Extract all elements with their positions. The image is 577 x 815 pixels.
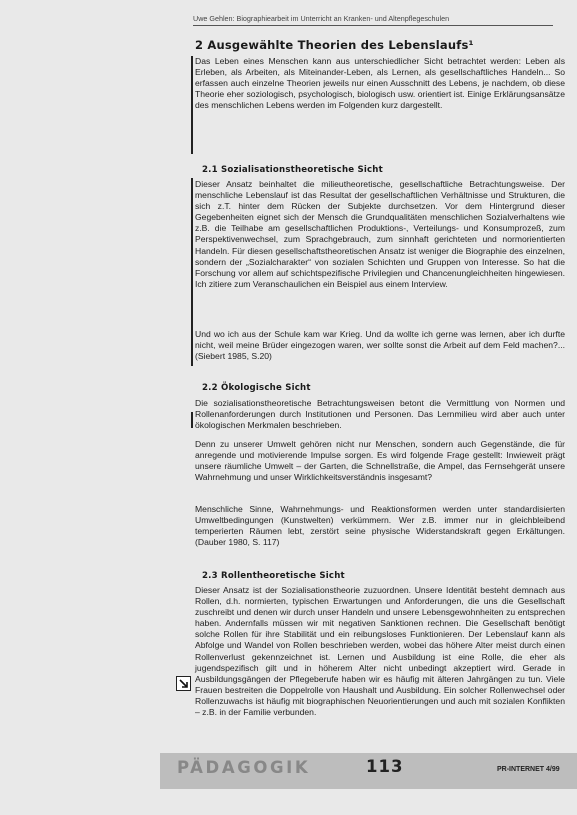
margin-bar <box>191 178 193 366</box>
margin-bar <box>191 56 193 154</box>
section-2-3-paragraph-1: Dieser Ansatz ist der Sozialisationstheorie zuzuordnen. Unsere Identität besteht demnach aus Rollen, d.h. normierten, typischen Erwartungen und Anforderungen, die uns die Gesellschaft zuschreibt und denen wir durch unser Handeln und unsere Lebensgewohnheiten zu entsprechen haben. Andernfalls müssen wir mit negativen Sanktionen rechnen. Die Gesellschaft benötigt solche Rollen für ihre Stabilität und ein reibungsloses Funktionieren. Der Lebenslauf kann als Abfolge und Wandel von Rollen beschrieben werden, wobei das höhere Alter meist durch einen Rollenverlust gekennzeichnet ist. Lernen und Ausbildung ist eine Rolle, die eher als jugendspezifisch gilt und in höherem Alter nicht unbedingt akzeptiert wird. Gerade in Ausbildungsgängen der Pflegeberufe haben wir es häufig mit älteren Jahrgängen zu tun. Viele Frauen bestreiten die Doppelrolle von Haushalt und Ausbildung. Ein solcher Rollenwechsel oder Rollenzuwachs ist häufig mit biographischen Neuorientierungen und auch mit sozialen Konflikten – z.B. in der Familie verbunden. <box>195 585 565 718</box>
intro-paragraph: Das Leben eines Menschen kann aus unterschiedlicher Sicht betrachtet werden: Leben als Erleben, als Arbeiten, als Miteinander-Leben, als Lernen, als gesellschaftliches Handeln... So erfassen auch einzelne Theorien jeweils nur einen Ausschnitt des Lebens, je nachdem, ob diese Theorie eher soziologisch, psychologisch, biologisch usw. orientiert ist. Einige Erklärungsansätze des menschlichen Lebens werden im Folgenden kurz dargestellt. <box>195 56 565 111</box>
section-2-2-paragraph-1: Die sozialisationstheoretische Betrachtungsweisen betont die Vermittlung von Normen und Rollenanforderungen durch Institutionen und Personen. Das Lernmilieu wird aber auch unter ökologischen Merkmalen beschrieben. <box>195 398 565 431</box>
section-heading-2-2: 2.2 Ökologische Sicht <box>202 383 311 393</box>
arrow-icon <box>176 676 191 691</box>
page-number: 113 <box>366 757 404 776</box>
chapter-title: 2 Ausgewählte Theorien des Lebenslaufs¹ <box>195 38 474 52</box>
section-2-1-paragraph-1: Dieser Ansatz beinhaltet die milieutheoretische, gesellschaftliche Betrachtungsweise. Der menschliche Lebenslauf ist das Resultat der gesellschaftlichen Verhältnisse und Strukturen, die sich z.T. hinter dem Rücken der Subjekte durchsetzen. Vor dem Hintergrund dieser Gegebenheiten eignet sich der Mensch die Grundqualitäten menschlichen Sozialverhaltens wie z.B. die Teilhabe am gesellschaftlichen Produktions-, Verteilungs- und Konsumprozeß, zum Perspektivenwechsel, zum Sprachgebrauch, zum sinnhaft gerichteten und normorientierten Handeln. Für diesen gesellschaftstheoretischen Ansatz ist weniger die Biographie des einzelnen, sondern der „Sozialcharakter“ von sozialen Schichten und Gruppen von Interesse. So hat die Forschung vor allem auf schichtspezifische Privilegien und Chancenungleichheiten hingewiesen. Ich zitiere zum Veranschaulichen ein Beispiel aus einem Interview. <box>195 179 565 289</box>
margin-bar <box>191 412 193 428</box>
section-heading-2-3: 2.3 Rollentheoretische Sicht <box>202 571 345 581</box>
running-head: Uwe Gehlen: Biographiearbeit im Unterricht an Kranken- und Altenpflegeschulen <box>193 14 553 26</box>
section-2-2-quote: Menschliche Sinne, Wahrnehmungs- und Reaktionsformen werden unter standardisierten Umweltbedingungen (Kunstwelten) verkümmern. Wer z.B. immer nur in gleichbleibend temperierten Räumen lebt, zerstört seine physische Widerstandskraft gegen Erkältungen. (Dauber 1980, S. 117) <box>195 504 565 548</box>
section-heading-2-1: 2.1 Sozialisationstheoretische Sicht <box>202 165 383 175</box>
section-2-1-quote: Und wo ich aus der Schule kam war Krieg. Und da wollte ich gerne was lernen, aber ich durfte nicht, weil meine Brüder eingezogen waren, wer sollte sonst die Arbeit auf dem Feld machen?... (Siebert 1985, S.20) <box>195 329 565 362</box>
journal-title: PÄDAGOGIK <box>177 758 311 777</box>
arrow-icon-glyph <box>177 677 190 690</box>
issue-label: PR-INTERNET 4/99 <box>497 766 560 773</box>
section-2-2-paragraph-2: Denn zu unserer Umwelt gehören nicht nur Menschen, sondern auch Gegenstände, die für anregende und motivierende Impulse sorgen. Es wird folgende Frage gestellt: Inwieweit prägt unsere räumliche Umwelt – der Garten, die Schnellstraße, die Ampel, das Fernsehgerät unsere Wahrnehmung und unser Wirklichkeitsverständnis insgesamt? <box>195 439 565 483</box>
